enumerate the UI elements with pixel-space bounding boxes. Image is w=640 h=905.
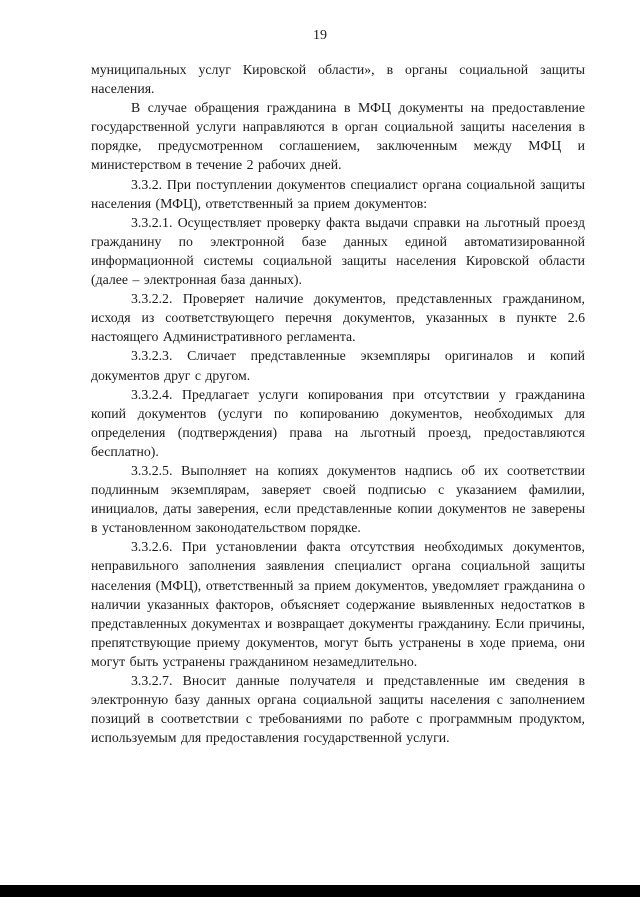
paragraph-mfc-case: В случае обращения гражданина в МФЦ документы на предоставление государственной услуги направляются в орган социальной защиты населения в порядке, предусмотренном соглашением, заключенным между МФЦ и министерством в течение 2 рабочих дней.: [91, 100, 585, 173]
scan-edge-bar: [0, 885, 640, 897]
paragraph-3-3-2-1: 3.3.2.1. Осуществляет проверку факта выдачи справки на льготный проезд гражданину по электронной базе данных единой автоматизированной информационной системы социальной защиты населения Кировской области (далее – электронная база данных).: [91, 214, 585, 288]
paragraph-3-3-2-4: 3.3.2.4. Предлагает услуги копирования при отсутствии у гражданина копий документов (услуги по копированию документов, необходимых для определения (подтверждения) права на льготный проезд, предоставляются бесплатно).: [91, 386, 585, 459]
paragraph-3-3-2-5: 3.3.2.5. Выполняет на копиях документов надпись об их соответствии подлинным экземплярам, заверяет своей подписью с указанием фамилии, инициалов, даты заверения, если представленные копии документов не заверены в установленном законодательством порядке.: [91, 462, 585, 536]
paragraph-3-3-2-7: 3.3.2.7. Вносит данные получателя и представленные им сведения в электронную базу данных органа социальной защиты населения с заполнением позиций в соответствии с требованиями по работе с программным продуктом, используемым для предоставления государственной услуги.: [91, 673, 585, 746]
paragraph-continuation: муниципальных услуг Кировской области», в органы социальной защиты населения.: [91, 62, 585, 97]
paragraph-3-3-2: 3.3.2. При поступлении документов специалист органа социальной защиты населения (МФЦ), ответственный за прием документов:: [91, 176, 585, 211]
paragraph-3-3-2-3: 3.3.2.3. Сличает представленные экземпляры оригиналов и копий документов друг с другом.: [91, 348, 585, 383]
document-body: [91, 60, 585, 747]
page-number: 19: [313, 28, 327, 43]
paragraph-3-3-2-2: 3.3.2.2. Проверяет наличие документов, представленных гражданином, исходя из соответствующего перечня документов, указанных в пункте 2.6 настоящего Административного регламента.: [91, 291, 585, 345]
paragraph-3-3-2-6: 3.3.2.6. При установлении факта отсутствия необходимых документов, неправильного заполнения заявления специалист органа социальной защиты населения (МФЦ), ответственный за прием документов, уведомляет гражданина о наличии указанных факторов, объясняет содержание выявленных недостатков в представленных документах и возвращает документы гражданину. Если причины, препятствующие приему документов, могут быть устранены в ходе приема, они могут быть устранены гражданином незамедлительно.: [91, 539, 585, 669]
